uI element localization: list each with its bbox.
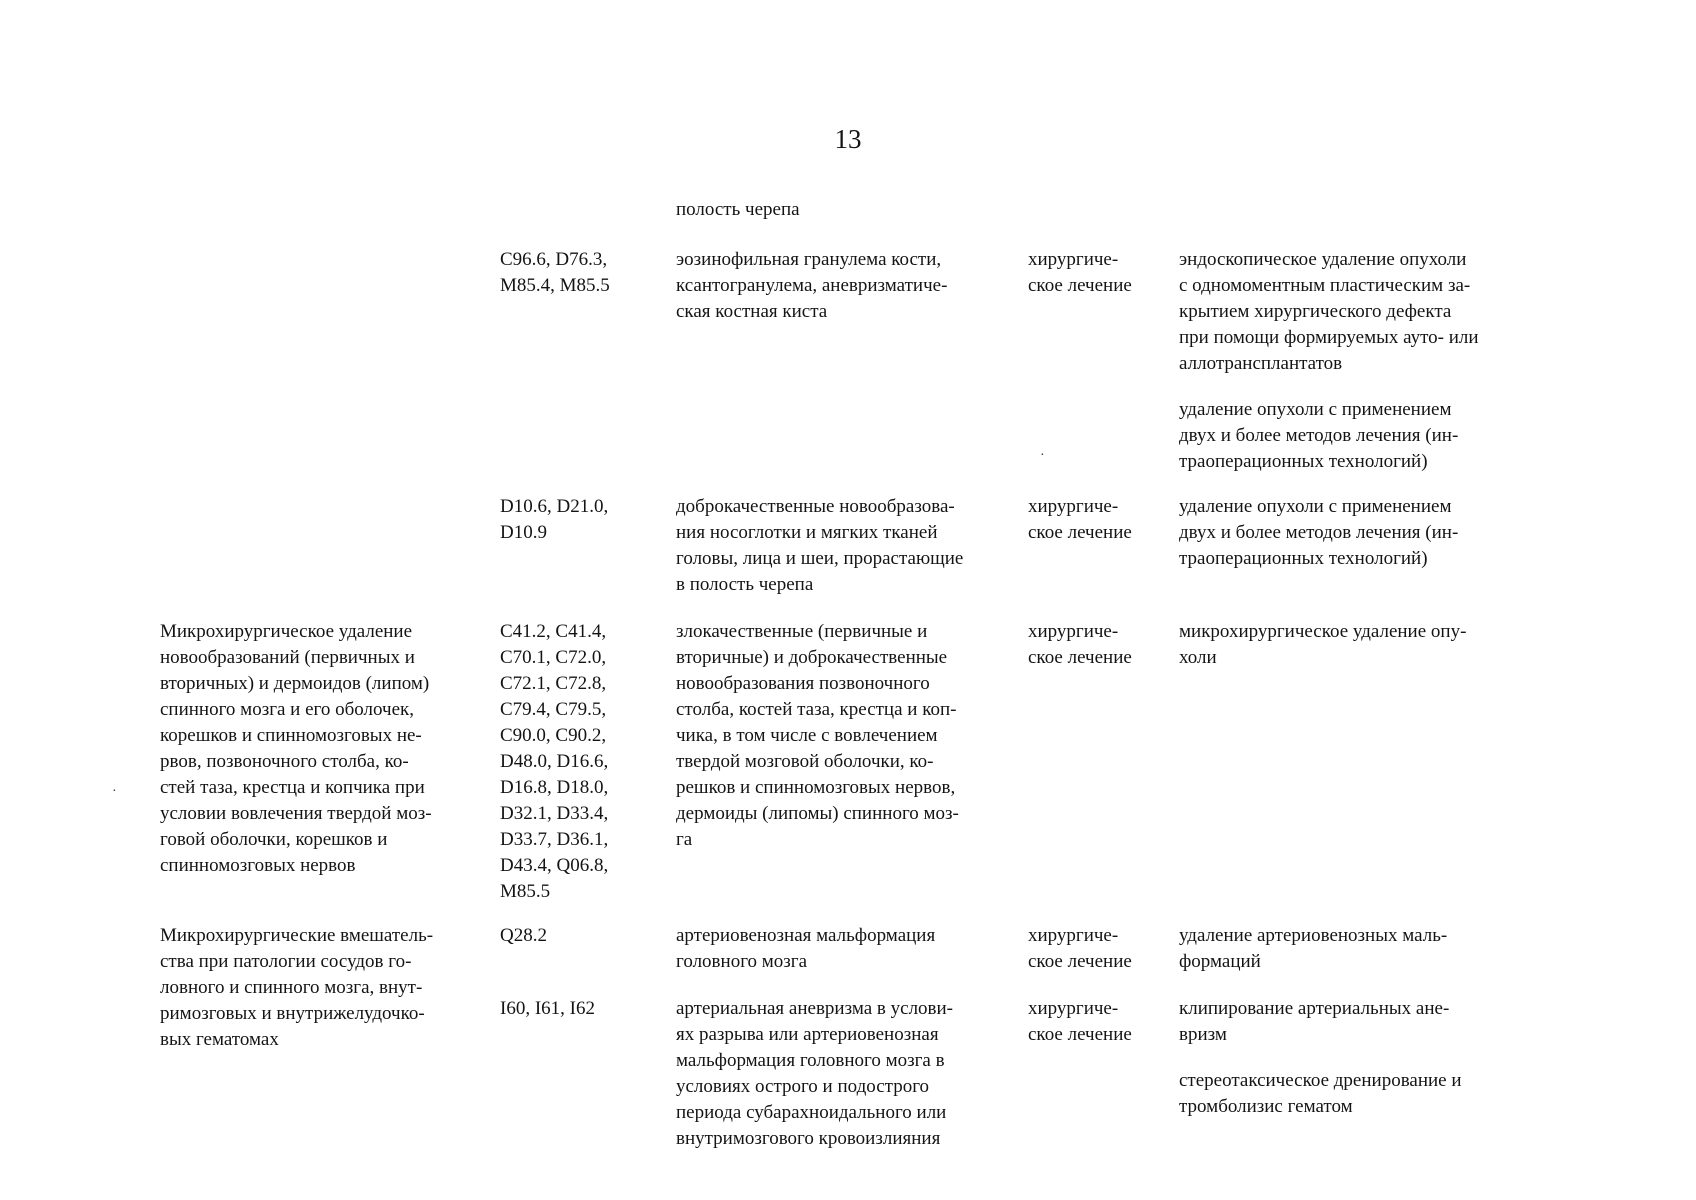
icd-codes-cell [500, 494, 608, 546]
text-line: ния носоглотки и мягких тканей [676, 522, 938, 543]
text-line: спинномозговых нервов [160, 855, 356, 876]
text-line: спинного мозга и его оболочек, [160, 699, 414, 720]
disease-cell [676, 494, 963, 598]
text-line: траоперационных технологий) [1179, 548, 1428, 569]
text-line: холи [1179, 647, 1217, 668]
treatment-method-cell [1179, 397, 1458, 475]
page-number: 13 [834, 124, 862, 154]
text-line: удаление опухоли с применением [1179, 399, 1452, 420]
text-line: хирургиче- [1028, 496, 1119, 517]
icd-codes-cell [500, 619, 608, 905]
text-line: римозговых и внутрижелудочко- [160, 1003, 425, 1024]
text-line: столба, костей таза, крестца и коп- [676, 699, 957, 720]
text-line: при помощи формируемых ауто- или [1179, 327, 1479, 348]
text-line: вторичных) и дермоидов (липом) [160, 673, 430, 694]
text-line: с одномоментным пластическим за- [1179, 275, 1471, 296]
text-line: ское лечение [1028, 275, 1132, 296]
disease-cell [676, 996, 953, 1152]
text-line: мальформация головного мозга в [676, 1050, 945, 1071]
text-line: аллотрансплантатов [1179, 353, 1343, 374]
text-line: тромболизис гематом [1179, 1096, 1353, 1117]
text-line: хирургиче- [1028, 998, 1119, 1019]
text-line: M85.4, M85.5 [500, 275, 610, 296]
text-line: I60, I61, I62 [500, 998, 595, 1019]
text-line: D10.9 [500, 522, 547, 543]
icd-codes-cell [500, 923, 547, 949]
text-line: полость черепа [676, 199, 800, 220]
treatment-type-cell [1028, 247, 1132, 299]
treatment-method-cell [1179, 1068, 1462, 1120]
text-line: га [676, 829, 693, 850]
text-line: условиях острого и подострого [676, 1076, 930, 1097]
text-line: эозинофильная гранулема кости, [676, 249, 942, 270]
text-line: условии вовлечения твердой моз- [160, 803, 432, 824]
text-line: в полость черепа [676, 574, 814, 595]
disease-cell [676, 197, 800, 223]
text-line: новообразований (первичных и [160, 647, 415, 668]
text-line: ловного и спинного мозга, внут- [160, 977, 423, 998]
text-line: ства при патологии сосудов го- [160, 951, 412, 972]
text-line: D16.8, D18.0, [500, 777, 609, 798]
text-line: Микрохирургическое удаление [160, 621, 413, 642]
text-line: рвов, позвоночного столба, ко- [160, 751, 409, 772]
text-line: D43.4, Q06.8, [500, 855, 609, 876]
treatment-method-cell [1179, 996, 1449, 1048]
text-line: ская костная киста [676, 301, 828, 322]
text-line: артериальная аневризма в услови- [676, 998, 954, 1019]
text-line: ское лечение [1028, 522, 1132, 543]
text-line: дермоиды (липомы) спинного моз- [676, 803, 959, 824]
text-line: внутримозгового кровоизлияния [676, 1128, 941, 1149]
text-line: двух и более методов лечения (ин- [1179, 425, 1459, 446]
text-line: ское лечение [1028, 647, 1132, 668]
text-line: вризм [1179, 1024, 1227, 1045]
text-line: C90.0, C90.2, [500, 725, 607, 746]
text-line: вторичные) и доброкачественные [676, 647, 948, 668]
text-line: артериовенозная мальформация [676, 925, 936, 946]
text-line: C96.6, D76.3, [500, 249, 608, 270]
text-line: C41.2, C41.4, [500, 621, 607, 642]
scan-speck: · [1040, 448, 1045, 463]
treatment-method-cell [1179, 247, 1479, 377]
text-line: D32.1, D33.4, [500, 803, 609, 824]
procedure-name-cell [160, 619, 432, 879]
procedure-name-cell [160, 923, 433, 1053]
treatment-type-cell [1028, 494, 1132, 546]
text-line: доброкачественные новообразова- [676, 496, 955, 517]
text-line: хирургиче- [1028, 925, 1119, 946]
text-line: C79.4, C79.5, [500, 699, 607, 720]
text-line: ях разрыва или артериовенозная [676, 1024, 939, 1045]
text-line: ское лечение [1028, 1024, 1132, 1045]
disease-cell [676, 247, 947, 325]
text-line: C72.1, C72.8, [500, 673, 607, 694]
text-line: ское лечение [1028, 951, 1132, 972]
treatment-type-cell [1028, 619, 1132, 671]
text-line: D33.7, D36.1, [500, 829, 609, 850]
text-line: стей таза, крестца и копчика при [160, 777, 425, 798]
text-line: удаление артериовенозных маль- [1179, 925, 1448, 946]
text-line: двух и более методов лечения (ин- [1179, 522, 1459, 543]
text-line: хирургиче- [1028, 249, 1119, 270]
icd-codes-cell [500, 247, 610, 299]
treatment-method-cell [1179, 619, 1466, 671]
text-line: корешков и спинномозговых не- [160, 725, 422, 746]
text-line: периода субарахноидального или [676, 1102, 947, 1123]
text-line: вых гематомах [160, 1029, 279, 1050]
text-line: C70.1, C72.0, [500, 647, 607, 668]
text-line: новообразования позвоночного [676, 673, 930, 694]
text-line: говой оболочки, корешков и [160, 829, 388, 850]
treatment-method-cell [1179, 494, 1458, 572]
scan-speck: · [112, 784, 117, 799]
text-line: Микрохирургические вмешатель- [160, 925, 434, 946]
text-line: микрохирургическое удаление опу- [1179, 621, 1467, 642]
text-line: крытием хирургического дефекта [1179, 301, 1452, 322]
disease-cell [676, 619, 959, 853]
text-line: стереотаксическое дренирование и [1179, 1070, 1462, 1091]
text-line: решков и спинномозговых нервов, [676, 777, 956, 798]
text-line: Q28.2 [500, 925, 547, 946]
text-line: ксантогранулема, аневризматиче- [676, 275, 948, 296]
text-line: формаций [1179, 951, 1261, 972]
text-line: эндоскопическое удаление опухоли [1179, 249, 1467, 270]
text-line: клипирование артериальных ане- [1179, 998, 1450, 1019]
text-line: хирургиче- [1028, 621, 1119, 642]
text-line: D10.6, D21.0, [500, 496, 609, 517]
text-line: головы, лица и шеи, прорастающие [676, 548, 964, 569]
text-line: M85.5 [500, 881, 551, 902]
treatment-type-cell [1028, 996, 1132, 1048]
text-line: удаление опухоли с применением [1179, 496, 1452, 517]
text-line: твердой мозговой оболочки, ко- [676, 751, 934, 772]
text-line: злокачественные (первичные и [676, 621, 928, 642]
text-line: чика, в том числе с вовлечением [676, 725, 938, 746]
text-line: головного мозга [676, 951, 808, 972]
icd-codes-cell [500, 996, 595, 1022]
treatment-method-cell [1179, 923, 1447, 975]
text-line: траоперационных технологий) [1179, 451, 1428, 472]
disease-cell [676, 923, 935, 975]
treatment-type-cell [1028, 923, 1132, 975]
text-line: D48.0, D16.6, [500, 751, 609, 772]
